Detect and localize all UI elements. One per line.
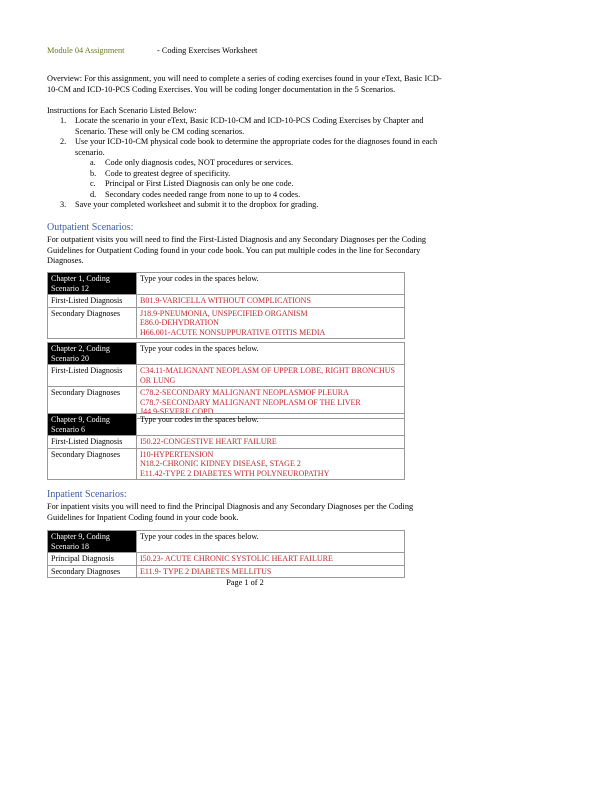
secondary-codes[interactable] xyxy=(137,448,405,480)
table-prompt: Type your codes in the spaces below. xyxy=(137,531,405,553)
list-item xyxy=(60,137,440,200)
first-listed-code[interactable]: B01.9-VARICELLA WITHOUT COMPLICATIONS xyxy=(137,295,405,308)
secondary-code: I10-HYPERTENSION xyxy=(140,449,214,459)
instructions-list xyxy=(60,116,440,211)
secondary-code: E11.9- TYPE 2 DIABETES MELLITUS xyxy=(140,566,272,576)
first-listed-label: First-Listed Diagnosis xyxy=(48,365,137,387)
secondary-label: Secondary Diagnoses xyxy=(48,387,137,419)
sub-letter: c. xyxy=(90,179,96,188)
table-heading: Chapter 9, Coding Scenario 6 xyxy=(48,414,137,436)
sub-letter: d. xyxy=(90,189,97,199)
secondary-label: Secondary Diagnoses xyxy=(48,307,137,339)
inpatient-description: For inpatient visits you will need to find the Principal Diagnosis and any Secondary Diagnoses per the Coding Guidelines for Inpatient Coding found in your code book. xyxy=(47,502,414,522)
first-listed-code[interactable]: I50.22-CONGESTIVE HEART FAILURE xyxy=(137,436,405,449)
sub-letter: a. xyxy=(90,158,96,167)
sub-list-item xyxy=(75,158,440,169)
table-prompt: Type your codes in the spaces below. xyxy=(137,343,405,365)
table-heading: Chapter 1, Coding Scenario 12 xyxy=(48,273,137,295)
secondary-code: H66.001-ACUTE NONSUPPURATIVE OTITIS MEDIA xyxy=(140,327,326,337)
list-item-text: Save your completed worksheet and submit it to the dropbox for grading. xyxy=(75,200,319,209)
sub-item-text: Principal or First Listed Diagnosis can only be one code. xyxy=(105,179,294,188)
list-item-text: Locate the scenario in your eText, Basic ICD-10-CM and ICD-10-PCS Coding Exercises by Chapter and Scenario. These will only be CM coding scenarios. xyxy=(75,116,424,136)
table-heading: Chapter 9, Coding Scenario 18 xyxy=(48,531,137,553)
secondary-codes[interactable] xyxy=(137,307,405,339)
module-title: Module 04 Assignment xyxy=(47,46,125,55)
first-listed-label: First-Listed Diagnosis xyxy=(48,436,137,449)
principal-label: Principal Diagnosis xyxy=(48,553,137,566)
principal-code[interactable]: I50.23- ACUTE CHRONIC SYSTOLIC HEART FAILURE xyxy=(137,553,405,566)
instructions-title: Instructions for Each Scenario Listed Below: xyxy=(47,106,197,115)
table-prompt: Type your codes in the spaces below. xyxy=(137,414,405,436)
header xyxy=(47,46,258,55)
list-number: 1. xyxy=(60,116,67,125)
secondary-code: J18.9-PNEUMONIA, UNSPECIFIED ORGANISM xyxy=(140,308,308,318)
outpatient-title: Outpatient Scenarios: xyxy=(47,222,134,233)
secondary-code: C78.2-SECONDARY MALIGNANT NEOPLASMOF PLEURA xyxy=(140,388,349,397)
coding-table-ch9-s6 xyxy=(47,413,405,480)
list-item-text: Use your ICD-10-CM physical code book to determine the appropriate codes for the diagnoses found in each scenario. xyxy=(75,137,438,157)
overview-text: Overview: For this assignment, you will need to complete a series of coding exercises found in your eText, Basic ICD-10-CM and ICD-10-PCS Coding Exercises. You will be coding longer documentation in the 5 Scenarios. xyxy=(47,74,442,94)
page-number: Page 1 of 2 xyxy=(226,578,264,587)
coding-table-ch1-s12 xyxy=(47,272,405,339)
sub-list xyxy=(75,158,440,200)
list-number: 2. xyxy=(60,137,67,146)
secondary-code: E86.0-DEHYDRATION xyxy=(140,318,219,327)
worksheet-subtitle: - Coding Exercises Worksheet xyxy=(157,46,258,55)
sub-letter: b. xyxy=(90,168,97,178)
table-prompt: Type your codes in the spaces below. xyxy=(137,273,405,295)
list-number: 3. xyxy=(60,200,67,209)
coding-table-ch9-s18 xyxy=(47,530,405,578)
sub-list-item xyxy=(75,190,440,201)
secondary-codes[interactable] xyxy=(137,565,405,578)
inpatient-title: Inpatient Scenarios: xyxy=(47,489,127,500)
sub-item-text: Secondary codes needed range from none to up to 4 codes. xyxy=(105,189,301,199)
table-heading: Chapter 2, Coding Scenario 20 xyxy=(48,343,137,365)
sub-list-item xyxy=(75,179,440,190)
outpatient-description: For outpatient visits you will need to find the First-Listed Diagnosis and any Secondary Diagnoses per the Coding Guidelines for Outpatient Coding found in your code book. You can put multiple codes in the line for Secondary Diagnoses. xyxy=(47,235,427,265)
secondary-code: E11.42-TYPE 2 DIABETES WITH POLYNEUROPATHY xyxy=(140,468,330,478)
sub-list-item xyxy=(75,169,440,180)
secondary-code: J44.9-SEVERE COPD xyxy=(140,407,214,416)
coding-table-ch2-s20 xyxy=(47,342,405,419)
secondary-label: Secondary Diagnoses xyxy=(48,565,137,578)
first-listed-label: First-Listed Diagnosis xyxy=(48,295,137,308)
secondary-code: N18.2-CHRONIC KIDNEY DISEASE, STAGE 2 xyxy=(140,459,301,468)
list-item xyxy=(60,200,440,211)
list-item xyxy=(60,116,440,137)
secondary-label: Secondary Diagnoses xyxy=(48,448,137,480)
secondary-code: C78.7-SECONDARY MALIGNANT NEOPLASM OF THE LIVER xyxy=(140,397,361,407)
sub-item-text: Code only diagnosis codes, NOT procedures or services. xyxy=(105,158,294,167)
sub-item-text: Code to greatest degree of specificity. xyxy=(105,168,231,178)
first-listed-code[interactable]: C34.11-MALIGNANT NEOPLASM OF UPPER LOBE, RIGHT BRONCHUS OR LUNG xyxy=(137,365,405,387)
